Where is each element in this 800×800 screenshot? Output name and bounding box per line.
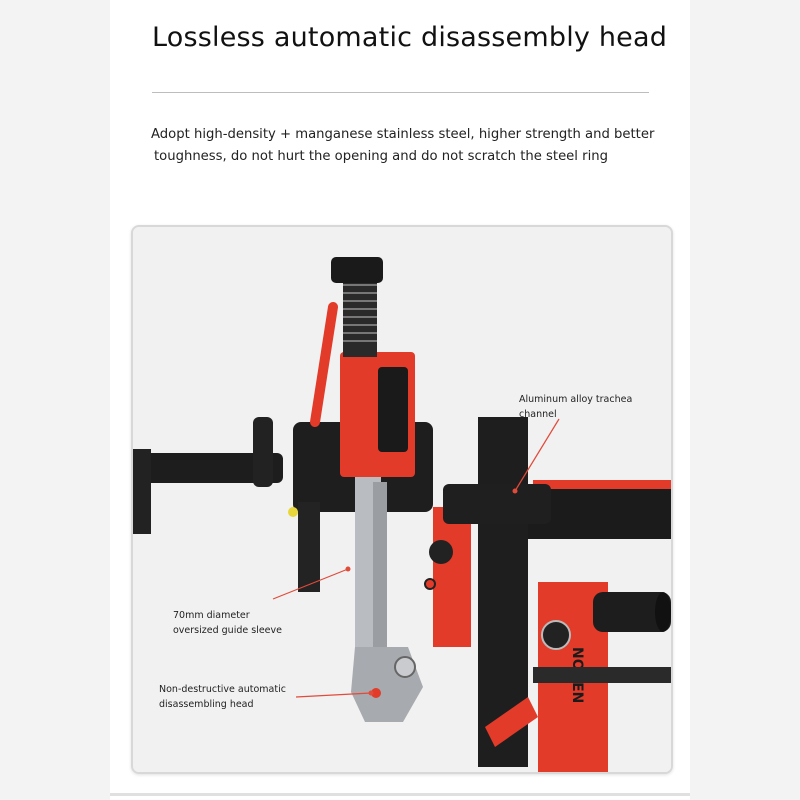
page-margin-left bbox=[0, 0, 110, 800]
bottom-divider bbox=[110, 793, 690, 796]
callout-trachea-line-1: Aluminum alloy trachea bbox=[519, 394, 633, 405]
callout-trachea-channel bbox=[519, 392, 632, 422]
callout-head-line-1: Non-destructive automatic bbox=[159, 684, 286, 695]
callout-head-line-2: disassembling head bbox=[159, 699, 254, 710]
callout-guide-sleeve bbox=[173, 608, 282, 638]
callout-sleeve-line-1: 70mm diameter bbox=[173, 610, 250, 621]
page-title: Lossless automatic disassembly head bbox=[152, 22, 668, 53]
callout-sleeve-line-2: oversized guide sleeve bbox=[173, 625, 282, 636]
page-margin-right bbox=[690, 0, 800, 800]
product-description bbox=[151, 124, 671, 168]
title-divider bbox=[152, 92, 649, 93]
description-line-1: Adopt high-density + manganese stainless steel, higher strength and better bbox=[151, 127, 655, 142]
callout-disassembling-head bbox=[159, 682, 286, 712]
description-line-2: toughness, do not hurt the opening and do not scratch the steel ring bbox=[154, 149, 608, 164]
control-box bbox=[433, 507, 471, 647]
trachea-channel bbox=[443, 484, 551, 524]
callout-trachea-line-2: channel bbox=[519, 409, 557, 420]
